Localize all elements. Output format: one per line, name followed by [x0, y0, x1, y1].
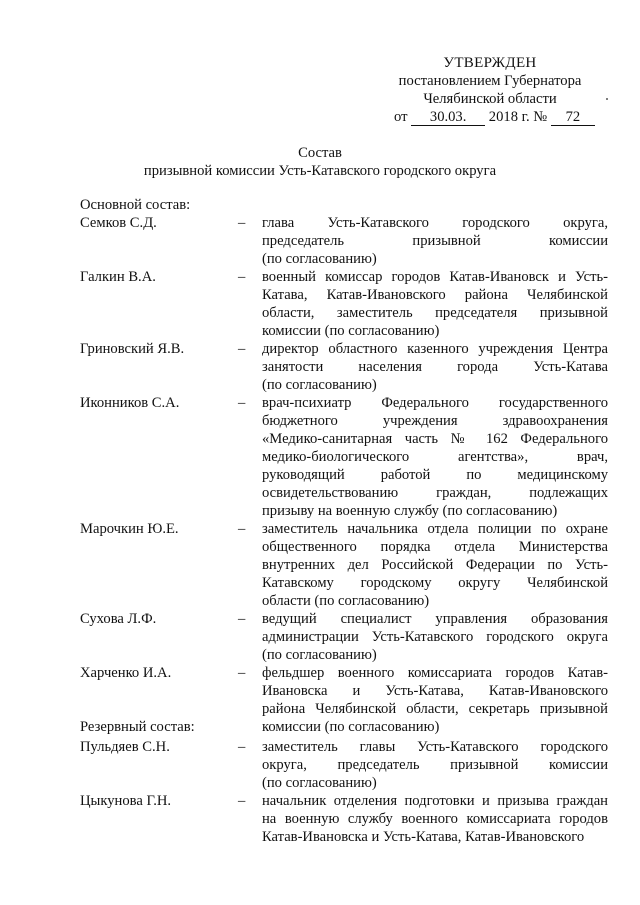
role-line: (по согласованию): [262, 251, 377, 267]
dash: –: [238, 793, 246, 809]
member-name: Галкин В.А.: [80, 269, 156, 285]
role-line: фельдшер военного комиссариата городов Катав-: [262, 665, 608, 681]
role-line: директор областного казенного учреждения Центра: [262, 341, 608, 357]
role-line: «Медико-санитарная часть № 162 Федерального: [262, 431, 608, 447]
member-name: Иконников С.А.: [80, 395, 180, 411]
role-line: Катавскому городскому округу Челябинской: [262, 575, 608, 591]
approval-year: 2018 г. №: [488, 109, 548, 125]
dash: –: [238, 611, 246, 627]
role-line: бюджетного учреждения здравоохранения: [262, 413, 608, 429]
approval-stamp: [360, 54, 620, 126]
role-line: Катава, Катав-Ивановского района Челябинской: [262, 287, 608, 303]
role-line: военный комиссар городов Катав-Ивановск и Усть-: [262, 269, 608, 285]
dash: –: [238, 215, 246, 231]
approval-date-line: [360, 108, 620, 126]
role-line: комиссии (по согласованию): [262, 323, 440, 339]
member-name: Марочкин Ю.Е.: [80, 521, 179, 537]
role-line: заместитель главы Усть-Катавского городского: [262, 739, 608, 755]
approval-number: 72: [551, 110, 595, 126]
member-role: [262, 664, 608, 736]
member-role: [262, 520, 608, 610]
role-line: (по согласованию): [262, 647, 377, 663]
section-reserve-heading: Резервный состав:: [80, 719, 195, 735]
member-name: Гриновский Я.В.: [80, 341, 185, 357]
approval-date: 30.03.: [411, 110, 485, 126]
role-line: области (по согласованию): [262, 593, 430, 609]
role-line: комиссии (по согласованию): [262, 719, 440, 735]
role-line: медико-биологического агентства», врач,: [262, 449, 608, 465]
role-line: призыву на военную службу (по согласованию): [262, 503, 558, 519]
role-line: Катав-Ивановска и Усть-Катава, Катав-Ивановского: [262, 829, 585, 845]
member-role: [262, 610, 608, 664]
member-role: [262, 792, 608, 846]
member-role: [262, 268, 608, 340]
scan-speck: [606, 98, 608, 100]
role-line: (по согласованию): [262, 377, 377, 393]
member-name: Пульдяев С.Н.: [80, 739, 170, 755]
role-line: Ивановска и Усть-Катава, Катав-Ивановского: [262, 683, 608, 699]
dash: –: [238, 521, 246, 537]
title-line-2: призывной комиссии Усть-Катавского городского округа: [143, 163, 497, 179]
member-name: Семков С.Д.: [80, 215, 157, 231]
section-main-heading: Основной состав:: [80, 197, 191, 213]
role-line: (по согласованию): [262, 775, 377, 791]
role-line: начальник отделения подготовки и призыва граждан: [262, 793, 608, 809]
dash: –: [238, 341, 246, 357]
role-line: занятости населения города Усть-Катава: [262, 359, 608, 375]
document-title: [0, 144, 640, 180]
role-line: района Челябинской области, секретарь призывной: [262, 701, 608, 717]
member-name: Цыкунова Г.Н.: [80, 793, 172, 809]
member-role: [262, 214, 608, 268]
role-line: руководящий работой по медицинскому: [262, 467, 608, 483]
dash: –: [238, 395, 246, 411]
role-line: области, заместитель председателя призывной: [262, 305, 608, 321]
role-line: внутренних дел Российской Федерации по Усть-: [262, 557, 608, 573]
role-line: округа, председатель призывной комиссии: [262, 757, 608, 773]
member-role: [262, 394, 608, 520]
role-line: общественного порядка отдела Министерства: [262, 539, 608, 555]
role-line: врач-психиатр Федерального государственного: [262, 395, 608, 411]
title-line-1: Состав: [298, 145, 342, 161]
role-line: ведущий специалист управления образования: [262, 611, 608, 627]
from-label: от: [394, 109, 408, 125]
member-role: [262, 340, 608, 394]
member-name: Харченко И.А.: [80, 665, 172, 681]
approval-line-2: Челябинской области: [423, 91, 557, 107]
dash: –: [238, 269, 246, 285]
dash: –: [238, 665, 246, 681]
dash: –: [238, 739, 246, 755]
role-line: председатель призывной комиссии: [262, 233, 608, 249]
approval-line-1: постановлением Губернатора: [398, 73, 582, 89]
approval-heading: УТВЕРЖДЕН: [443, 55, 537, 71]
role-line: глава Усть-Катавского городского округа,: [262, 215, 608, 231]
role-line: освидетельствованию граждан, подлежащих: [262, 485, 608, 501]
role-line: заместитель начальника отдела полиции по охране: [262, 521, 608, 537]
role-line: администрации Усть-Катавского городского округа: [262, 629, 608, 645]
member-role: [262, 738, 608, 792]
member-name: Сухова Л.Ф.: [80, 611, 157, 627]
role-line: на военную службу военного комиссариата городов: [262, 811, 608, 827]
